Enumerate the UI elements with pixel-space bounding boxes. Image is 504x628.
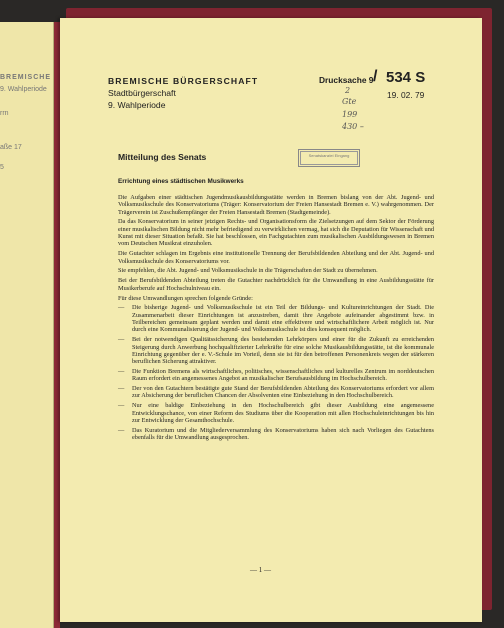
reason-item: — Die bisherige Jugend- und Volksmusikschule ist ein Teil der Bildungs- und Kultureinrichtungen der Stadt. Die Zusammenarbeit dieser Einrichtungen ist anzustreben, damit ihre Angebote aufeinander abgestimmt bzw. in Teilbereichen gemeinsam geplant werden und damit eine effektivere und wirtschaftlichere Arbeit möglich ist. Nur durch eine Kommunalisierung der Jugend- und Volksmusikschule ist dies konsequent möglich. [118, 304, 434, 333]
received-stamp-text: Senatskanzlei Eingang [300, 151, 358, 165]
page-number: — 1 — [250, 566, 271, 574]
handwritten-note: Gte [342, 97, 357, 106]
reasons-list [118, 304, 434, 441]
body-paragraph: Sie empfehlen, die Abt. Jugend- und Volksmusikschule in die Trägerschaften der Stadt zu übernehmen. [118, 267, 378, 275]
drucksache-label: Drucksache 9 [319, 75, 374, 85]
reason-item: — Nur eine baldige Einbeziehung in den Hochschulbereich gibt dieser Ausbildung eine angemessene Entwicklungschance, von einer Reform des Studiums über die Kooperation mit allen Hochschuleinrichtungen bis hin zur Entwicklung der Gesamthochschule. [118, 402, 434, 424]
handwritten-note: 2 [345, 86, 351, 95]
document-subtitle: Errichtung eines städtischen Musikwerks [118, 178, 244, 185]
handwritten-note: 430 – [342, 122, 364, 131]
received-stamp [298, 149, 360, 167]
handwritten-note: 199 [342, 110, 358, 119]
previous-page [0, 22, 54, 628]
document-date: 19. 02. 79 [387, 90, 425, 100]
reason-item: — Bei der notwendigen Qualitätssicherung des bestehenden Lehrkörpers und einer für die Zukunft zu erreichenden Steigerung durch Anwerbung hochqualifizierter Lehrkräfte für eine solche Musikausbildungsstätte, ist die kommunale Einrichtung gegenüber der e. V.-Schule im Vorteil, denn sie ist für den betroffenen Personenkreis wegen der stärkeren beruflichen Sicherung attraktiver. [118, 336, 434, 365]
drucksache-number: 534 S [386, 69, 426, 86]
reason-item: — Der von den Gutachtern bestätigte gute Stand der Berufsbildenden Abteilung des Konservatoriums erfordert vor allem zur Absicherung der beruflichen Chancen der Absolventen eine Einbeziehung in den Hochschulbereich. [118, 385, 434, 400]
body-paragraph: Die Gutachter schlagen im Ergebnis eine institutionelle Trennung der Berufsbildenden Abteilung und der Abt. Jugend- und Volksmusikschule des Konservatoriums vor. [118, 250, 434, 265]
document-page [60, 18, 482, 622]
reason-item: — Die Funktion Bremens als wirtschaftliches, politisches, wissenschaftliches und kulturelles Zentrum im norddeutschen Raum erfordert ein angemessenes Angebot an musikalischer Berufsausbildung im Hochschulbereich. [118, 368, 434, 383]
previous-page-line: 9. Wahlperiode [0, 86, 47, 93]
body-paragraph: Da das Konservatorium in seiner jetzigen Rechts- und Organisationsform die Zielsetzungen auf dem Sektor der Förderung einer musikalischen Bildung nicht mehr befriedigend zu verwirklichen vermag, hat sich die Deputation für Wissenschaft und Kunst mit dieser Situation befaßt. Sie hat beschlossen, ein Fachgutachten zum musikalischen Ausbildungswesen in Bremen vom Deutschen Musikrat einzuholen. [118, 218, 434, 248]
previous-page-line: 5 [0, 164, 4, 171]
document-title: Mitteilung des Senats [118, 152, 207, 162]
previous-page-line: aße 17 [0, 144, 22, 151]
document-body [118, 194, 434, 444]
drucksache-slash: / [373, 68, 378, 85]
header-period: 9. Wahlperiode [108, 100, 166, 110]
previous-page-line: rrn [0, 110, 9, 117]
reason-item: — Das Kuratorium und die Mitgliederversammlung des Konservatoriums haben sich nach Vorliegen des Gutachtens ebenfalls für die Umwandlung ausgesprochen. [118, 427, 434, 442]
previous-page-line: BREMISCHE [0, 74, 52, 81]
header-parliament: Stadtbürgerschaft [108, 88, 176, 98]
body-paragraph: Die Aufgaben einer städtischen Jugendmusikausbildungsstätte werden in Bremen bislang von der Abt. Jugend- und Volksmusikschule des Konservatoriums (Träger: Konservatorium der Freien Hansestadt Bremen e. V.) wahrgenommen. Der Trägerverein ist Zuschußempfänger der Freien Hansestadt Bremen (Stadtgemeinde). [118, 194, 434, 216]
body-paragraph: Bei der Berufsbildenden Abteilung treten die Gutachter nachdrücklich für die Umwandlung in eine Ausbildungsstätte für Musikerberufe auf Hochschulniveau ein. [118, 277, 434, 292]
body-paragraph: Für diese Umwandlungen sprechen folgende Gründe: [118, 294, 253, 302]
header-organization: BREMISCHE BÜRGERSCHAFT [108, 76, 259, 86]
